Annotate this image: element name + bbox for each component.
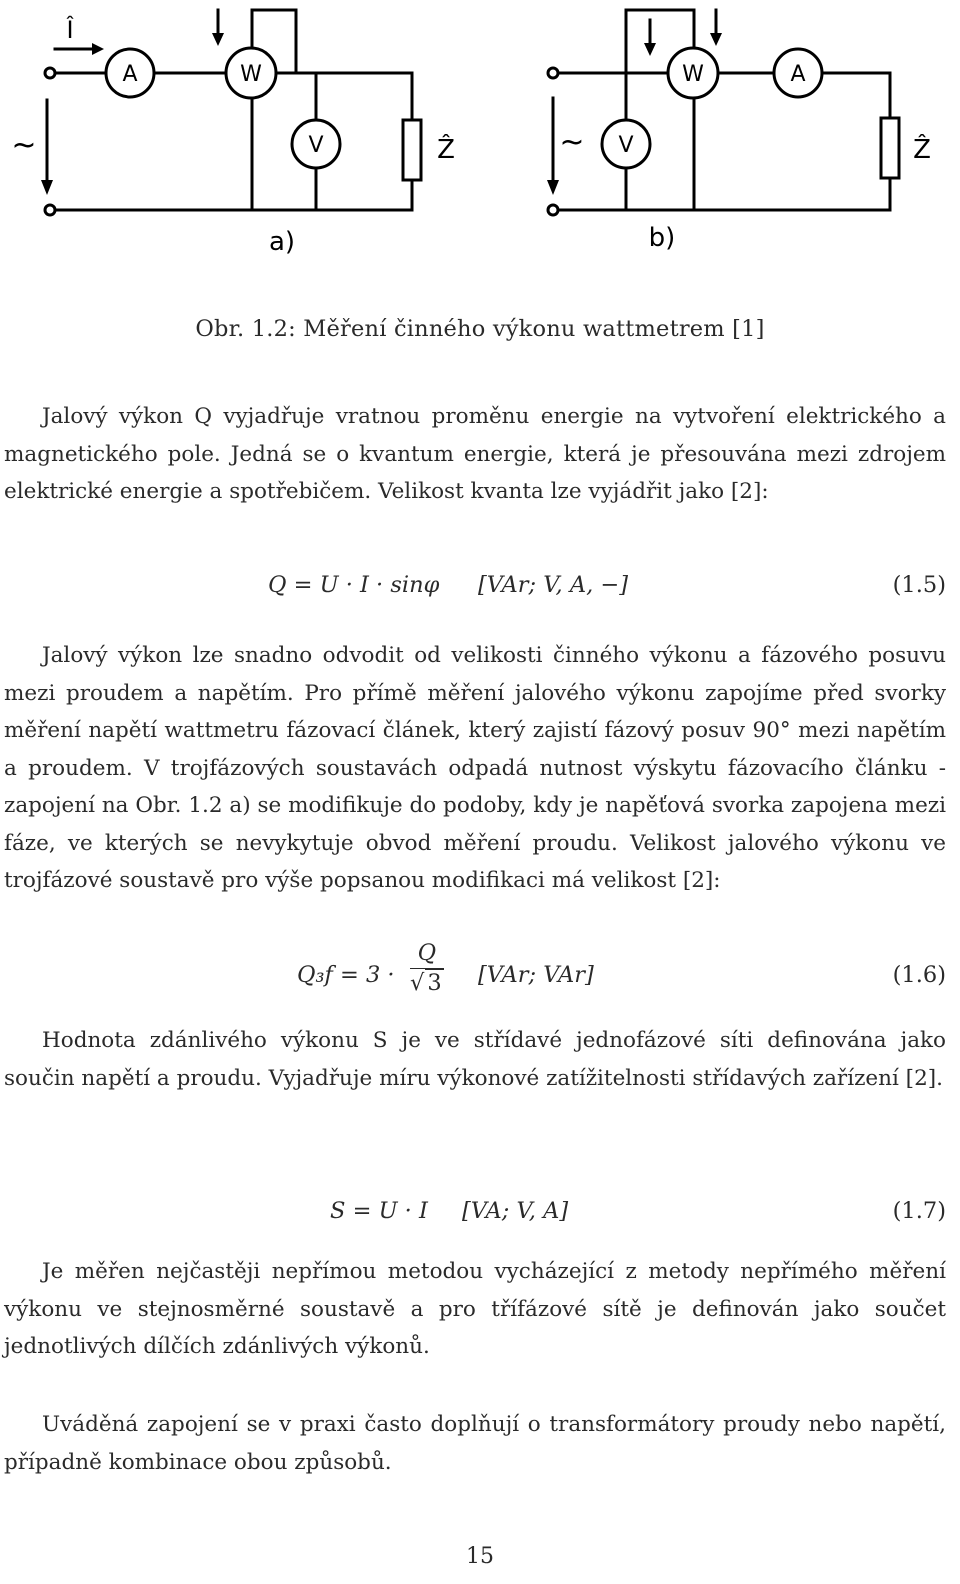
ammeter-label-a: A	[122, 62, 138, 87]
wattmeter-label-b: W	[682, 62, 704, 87]
current-label: Î	[66, 16, 74, 44]
wattmeter-label-a: W	[240, 62, 262, 87]
circuit-a	[45, 10, 421, 215]
equation-1-7: S = U · I [VA; V, A] (1.7)	[330, 1198, 946, 1224]
circuit-figure	[0, 0, 960, 280]
impedance-label-b: Ẑ	[913, 135, 931, 165]
paragraph-1: Jalový výkon Q vyjadřuje vratnou proměnu energie na vytvoření elektrického a magnetického pole. Jedná se o kvantum energie, která je přesouvána mezi zdrojem elektrické energie a spotřebičem. Velikost kvanta lze vyjádřit jako [2]:	[4, 404, 946, 504]
equation-1-5: Q = U · I · sinφ [VAr; V, A, −] (1.5)	[268, 572, 946, 598]
voltmeter-label-a: V	[308, 133, 324, 158]
voltage-arrowhead-b	[547, 180, 559, 195]
paragraph-3: Hodnota zdánlivého výkonu S je ve střídavé jednofázové síti definována jako součin napětí a proudu. Vyjadřuje míru výkonové zatížitelnosti střídavých zařízení [2].	[4, 1028, 946, 1091]
wattmeter-arrowhead-a	[212, 33, 224, 46]
page-number: 15	[466, 1544, 494, 1569]
wattmeter-arrowhead-b1	[644, 43, 656, 56]
impedance-label-a: Ẑ	[437, 135, 455, 165]
voltmeter-label-b: V	[618, 133, 634, 158]
source-symbol-a: ~	[11, 128, 37, 163]
voltage-arrowhead-a	[41, 180, 53, 195]
paragraph-4: Je měřen nejčastěji nepřímou metodou vycházející z metody nepřímého měření výkonu ve stejnosměrné soustavě a pro třífázové sítě je definován jako součet jednotlivých dílčích zdánlivých výkonů.	[4, 1259, 946, 1359]
circuit-b	[548, 10, 899, 215]
equation-1-6: Q₃f = 3 · $\frac{Q}{√ 3}$ [VAr; VAr] (1.6)	[297, 940, 946, 996]
current-arrowhead-a	[92, 43, 104, 55]
label-b: b)	[648, 223, 676, 253]
figure-caption: Obr. 1.2: Měření činného výkonu wattmetrem [1]	[195, 316, 765, 342]
wattmeter-arrowhead-b2	[710, 33, 722, 46]
paragraph-5: Uváděná zapojení se v praxi často doplňují o transformátory proudy nebo napětí, případně kombinace obou způsobů.	[4, 1412, 946, 1475]
paragraph-2: Jalový výkon lze snadno odvodit od velikosti činného výkonu a fázového posuvu mezi proudem a napětím. Pro přímě měření jalového výkonu zapojíme před svorky měření napětí wattmetru fázovací článek, který zajistí fázový posuv 90° mezi napětím a proudem. V trojfázových soustavách odpadá nutnost výskytu fázovacího článku - zapojení na Obr. 1.2 a) se modifikuje do podoby, kdy je napěťová svorka zapojena mezi fáze, ve kterých se nevykytuje obvod měření proudu. Velikost jalového výkonu ve trojfázové soustavě pro výše popsanou modifikaci má velikost [2]:	[4, 643, 946, 893]
ammeter-label-b: A	[790, 62, 806, 87]
source-symbol-b: ~	[559, 125, 585, 160]
label-a: a)	[268, 227, 296, 257]
